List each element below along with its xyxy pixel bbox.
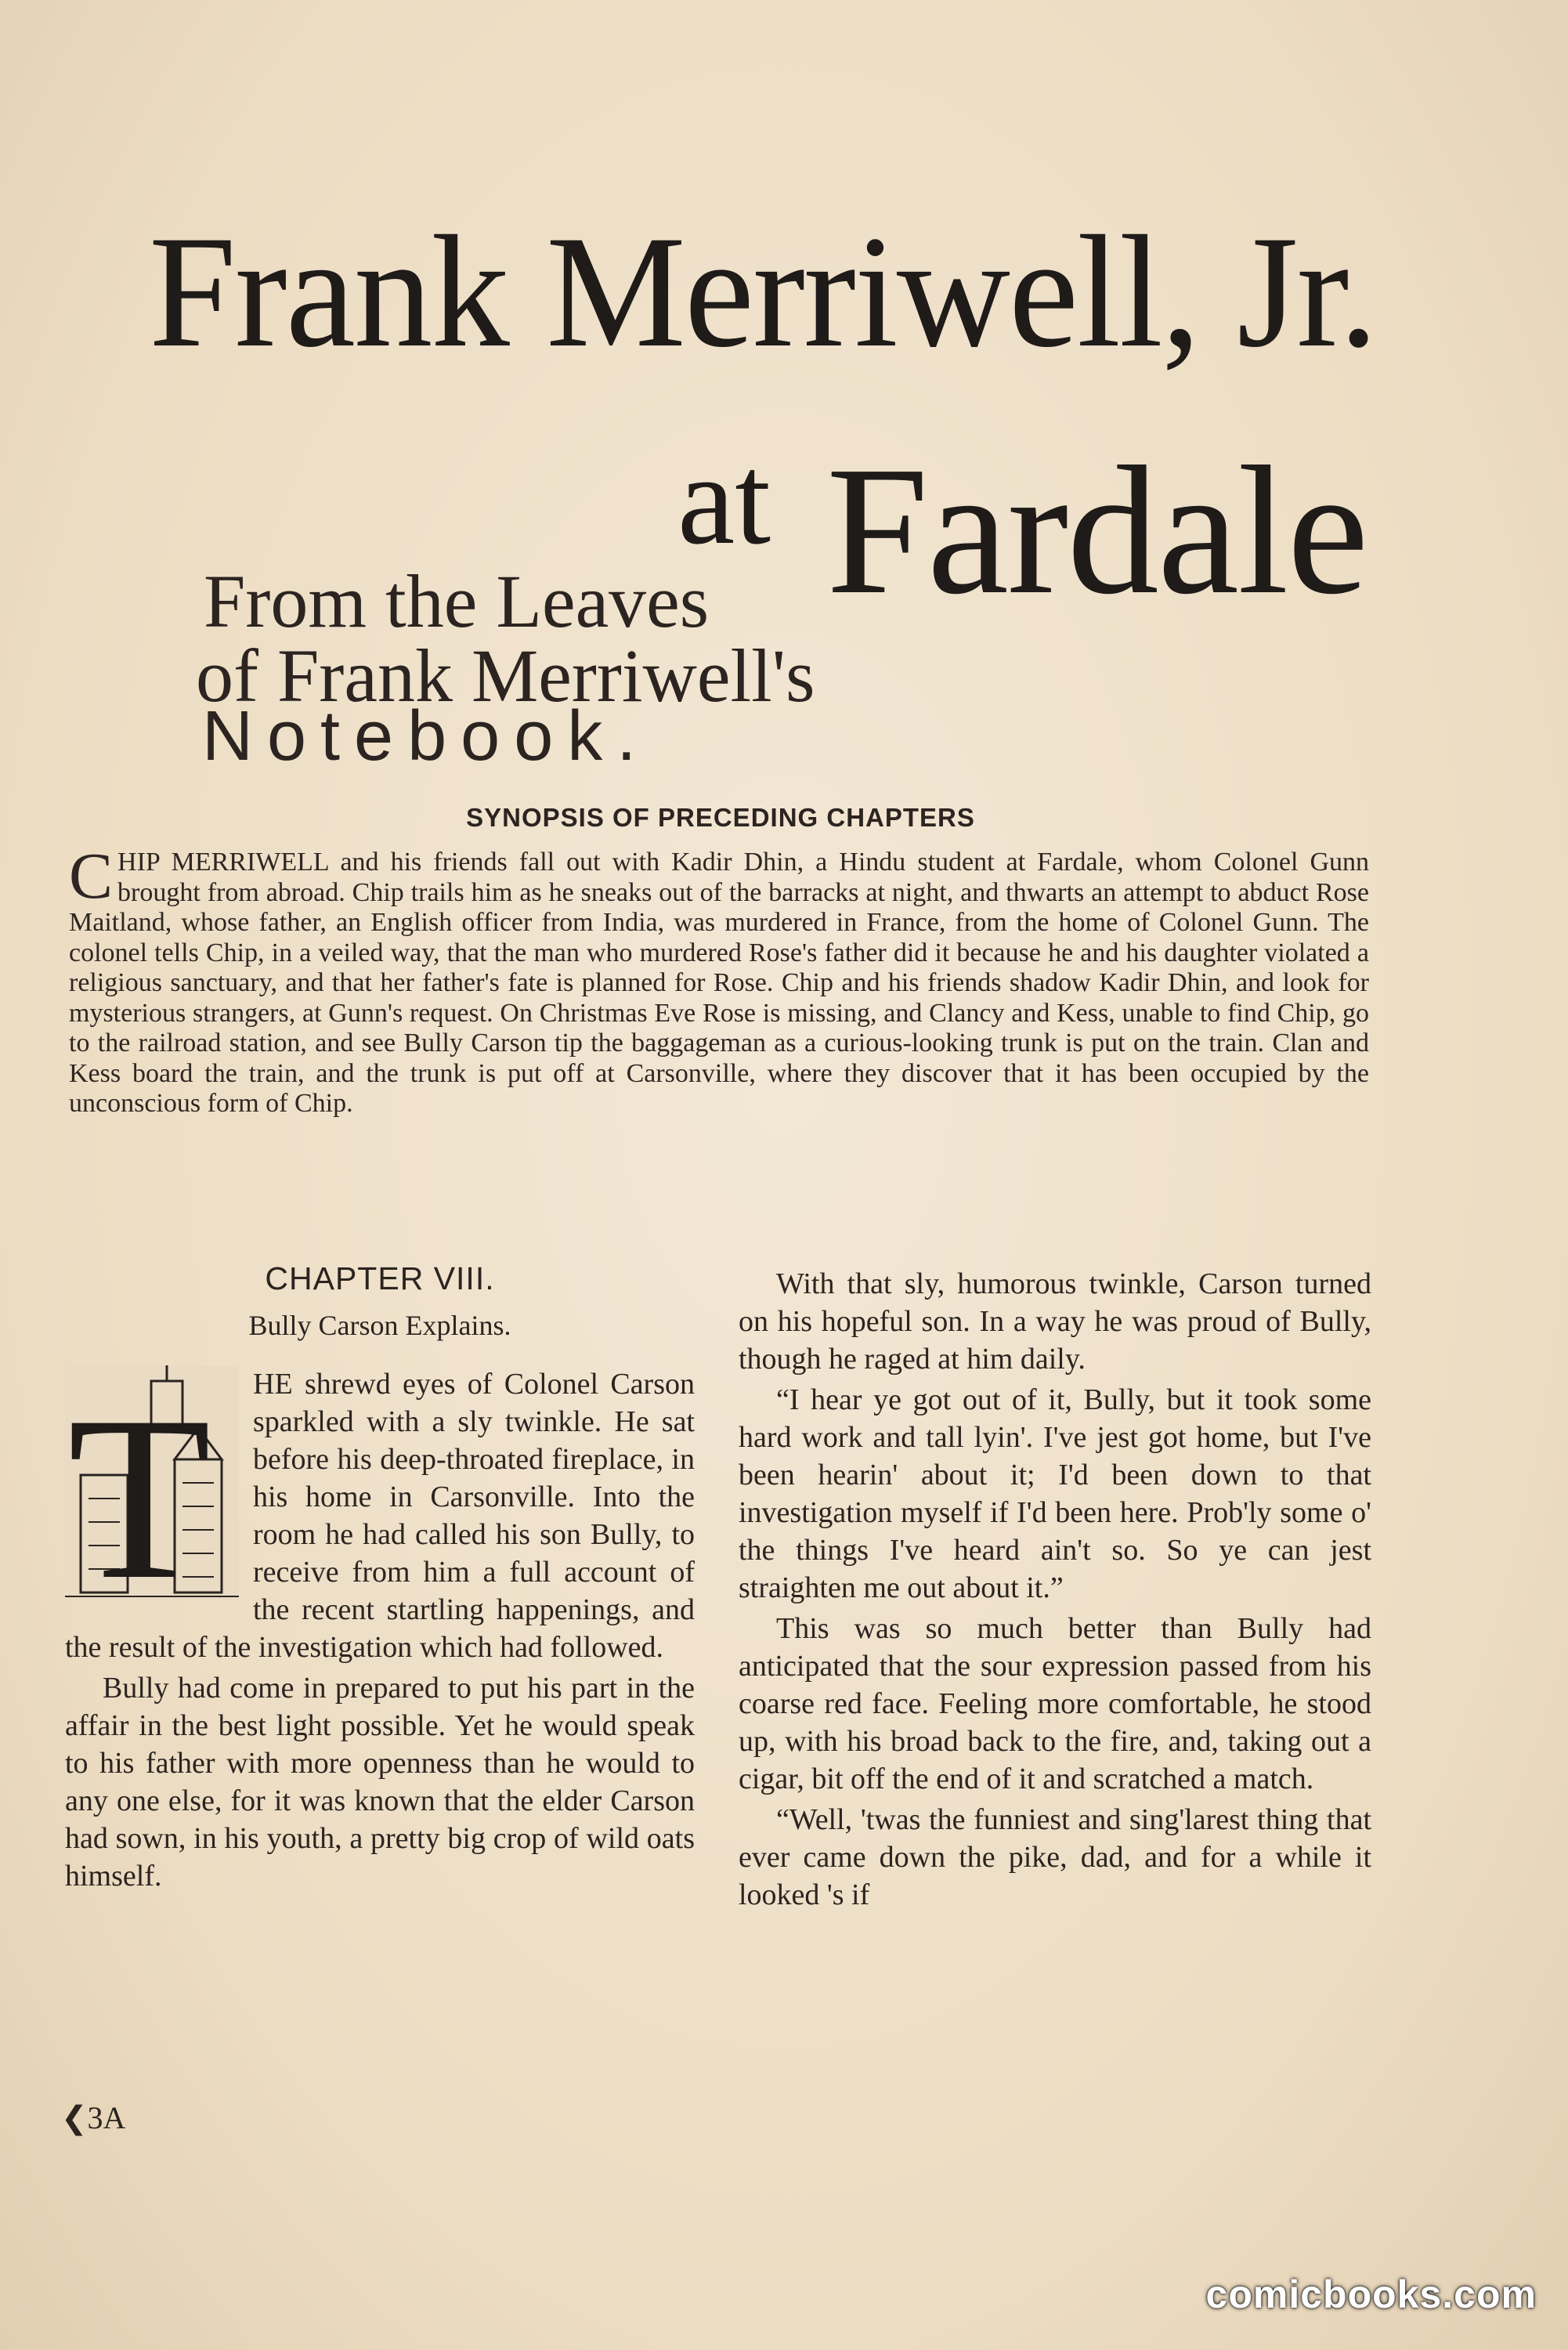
left-paragraph-1: HE shrewd eyes of Colonel Carson sparkled with a sly twinkle. He sat before his deep-throated fireplace, in his home in Carsonville. Into the room he had called his son Bully, to receive from him a full account of the recent startling happenings, and the result of the investigation which had followed.: [65, 1367, 695, 1664]
site-watermark: comicbooks.com: [1205, 2272, 1537, 2316]
subtitle-line-1: From the Leaves: [204, 559, 710, 643]
right-paragraph-1: With that sly, humorous twinkle, Carson turned on his hopeful son. In a way he was proud of Bully, though he raged at him daily.: [739, 1267, 1371, 1376]
left-arrow-icon: ❮: [61, 2100, 88, 2135]
synopsis-text: HIP MERRIWELL and his friends fall out with Kadir Dhin, a Hindu student at Fardale, whom Colonel Gunn brought from abroad. Chip trails him as he sneaks out of the barracks at night, and thwarts an attempt to abduct Rose Maitland, whose father, an English officer from India, was murdered in France, from the home of Colonel Gunn. The colonel tells Chip, in a veiled way, that the man who murdered Rose's father did it because he and his daughter violated a religious sanctuary, and that her father's fate is planned for Rose. Chip and his friends shadow Kadir Dhin, and look for mysterious strangers, at Gunn's request. On Christmas Eve Rose is missing, and Clancy and Kess, unable to find Chip, go to the railroad station, and see Bully Carson tip the baggageman as a curious-looking trunk is put on the train. Clan and Kess board the train, and the trunk is put off at Carsonville, where they discover that it has been occupied by the unconscious form of Chip.: [69, 848, 1369, 1118]
illustrated-drop-cap-t: [65, 1365, 239, 1600]
story-title: Frank Merriwell, Jr.: [149, 203, 1377, 381]
chapter-number: CHAPTER VIII.: [265, 1260, 495, 1296]
title-at: at: [677, 428, 771, 571]
right-paragraph-4: “Well, 'twas the funniest and sing'larest thing that ever came down the pike, dad, and for a while it looked 's if: [739, 1803, 1371, 1911]
subtitle-line-2: of Frank Merriwell's: [196, 634, 815, 718]
synopsis-heading: SYNOPSIS OF PRECEDING CHAPTERS: [466, 803, 975, 832]
right-paragraph-2: “I hear ye got out of it, Bully, but it took some hard work and tall lyin'. I've jest got home, but I've been hearin' about it; I'd been down to that investigation myself if I'd been here. Prob'ly some o' the things I've heard ain't so. So ye can jest straighten me out about it.”: [739, 1383, 1371, 1604]
page-number: ❮3A: [61, 2100, 126, 2135]
synopsis-drop-letter: C: [69, 840, 114, 913]
left-paragraph-2: Bully had come in prepared to put his part in the affair in the best light possible. Yet he would speak to his father with more openness than he would to any one else, for it was known that the elder Carson had sown, in his youth, a pretty big crop of wild oats himself.: [65, 1671, 695, 1893]
right-paragraph-3: This was so much better than Bully had anticipated that the sour expression passed from his coarse red face. Feeling more comfortable, he stood up, with his broad back to the fire, and, taking out a cigar, bit off the end of it and scratched a match.: [739, 1612, 1371, 1795]
right-column: [739, 1265, 1371, 1917]
left-column: [65, 1261, 695, 1898]
title-place: Fardale: [826, 428, 1367, 632]
chapter-subtitle: Bully Carson Explains.: [248, 1310, 511, 1342]
subtitle-line-3: Notebook.: [202, 697, 651, 776]
synopsis-body: [69, 840, 1369, 1119]
svg-text:T: T: [67, 1367, 211, 1600]
drop-cap-illustration: [65, 1365, 239, 1600]
